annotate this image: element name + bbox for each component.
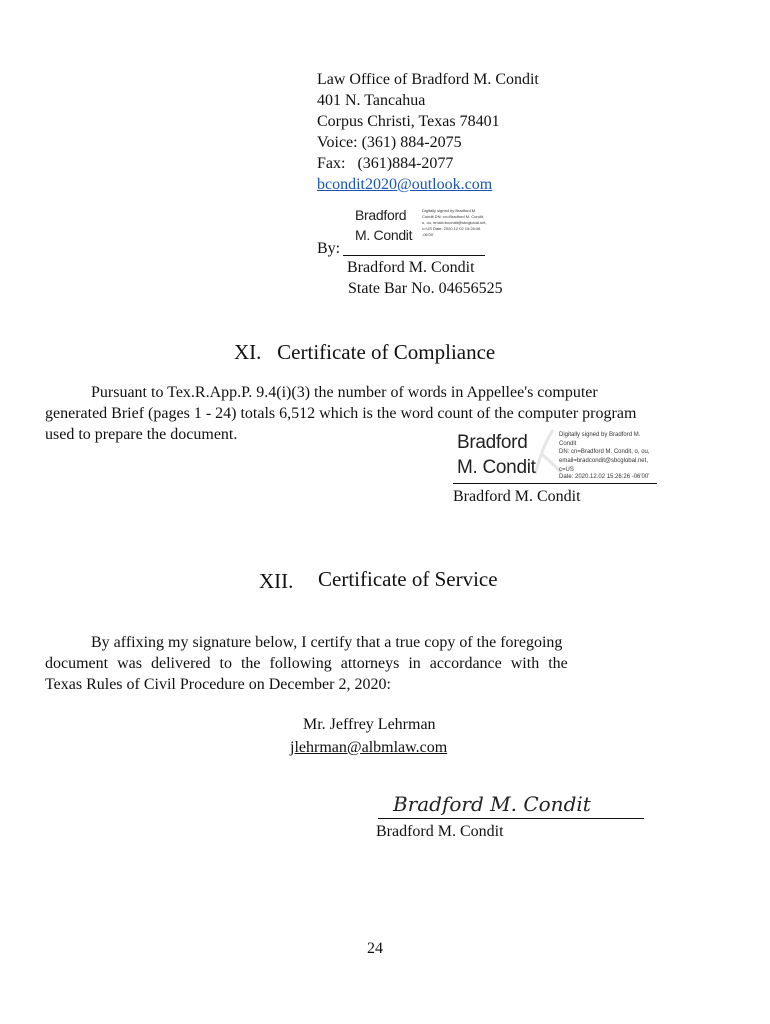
signature-line xyxy=(343,255,485,256)
digital-signature-details: Digitally signed by Bradford M. Condit DN: cn=Bradford M. Condit, o, ou, email=bcondit@sbcglobal.net, c=US Date: 2020.12.02 15:26:08 -06'00' xyxy=(422,208,487,237)
section-xi-heading: XI. Certificate of Compliance xyxy=(234,340,496,364)
letterhead-voice: Voice: (361) 884-2075 xyxy=(317,134,462,151)
section-xii-number: XII. xyxy=(259,569,294,593)
letterhead-fax: Fax: (361)884-2077 xyxy=(317,155,454,172)
digital-signature-name-line1: Bradford xyxy=(355,207,407,223)
recipient-name: Mr. Jeffrey Lehrman xyxy=(303,716,436,733)
signer-name-xi: Bradford M. Condit xyxy=(453,488,581,505)
service-paragraph-line2: document was delivered to the following attorneys in accordance with the xyxy=(45,655,568,672)
signature-line-xi xyxy=(453,483,657,484)
digital-signature-xi-dn: DN: cn=Bradford M. Condit, o, ou, email=bradcondit@sbcglobal.net, c=US xyxy=(559,449,650,473)
digital-signature-xi-date: Date: 2020.12.02 15:26:26 -06'00' xyxy=(559,474,650,480)
by-label: By: xyxy=(317,240,341,257)
state-bar-number: State Bar No. 04656525 xyxy=(348,280,503,297)
digital-signature-name-line2: M. Condit xyxy=(355,227,413,243)
letterhead-email-link[interactable]: bcondit2020@outlook.com xyxy=(317,176,493,193)
letterhead-street: 401 N. Tancahua xyxy=(317,92,426,109)
handwritten-signature: Bradford M. Condit xyxy=(393,792,591,816)
recipient-email-link[interactable]: jlehrman@albmlaw.com xyxy=(290,739,448,756)
compliance-paragraph-line2: generated Brief (pages 1 - 24) totals 6,512 which is the word count of the computer program xyxy=(45,405,637,422)
section-xii-title: Certificate of Service xyxy=(318,567,498,591)
service-paragraph-line3: Texas Rules of Civil Procedure on December 2, 2020: xyxy=(45,676,391,693)
compliance-paragraph-line1: Pursuant to Tex.R.App.P. 9.4(i)(3) the number of words in Appellee's computer xyxy=(91,384,598,401)
signature-line-xii xyxy=(378,818,644,819)
signer-name-xii: Bradford M. Condit xyxy=(376,823,504,840)
signer-name: Bradford M. Condit xyxy=(347,259,475,276)
compliance-paragraph-line3: used to prepare the document. xyxy=(45,426,238,443)
digital-signature-xi-name-line1: Bradford xyxy=(457,432,528,453)
digital-signature-xi-name-line2: M. Condit xyxy=(457,457,536,478)
letterhead-city: Corpus Christi, Texas 78401 xyxy=(317,113,500,130)
page-number: 24 xyxy=(367,940,383,957)
letterhead-firm: Law Office of Bradford M. Condit xyxy=(317,71,539,88)
digital-signature-xi-signed-by: Digitally signed by Bradford M. Condit xyxy=(559,432,641,447)
service-paragraph-line1: By affixing my signature below, I certify that a true copy of the foregoing xyxy=(91,634,563,651)
